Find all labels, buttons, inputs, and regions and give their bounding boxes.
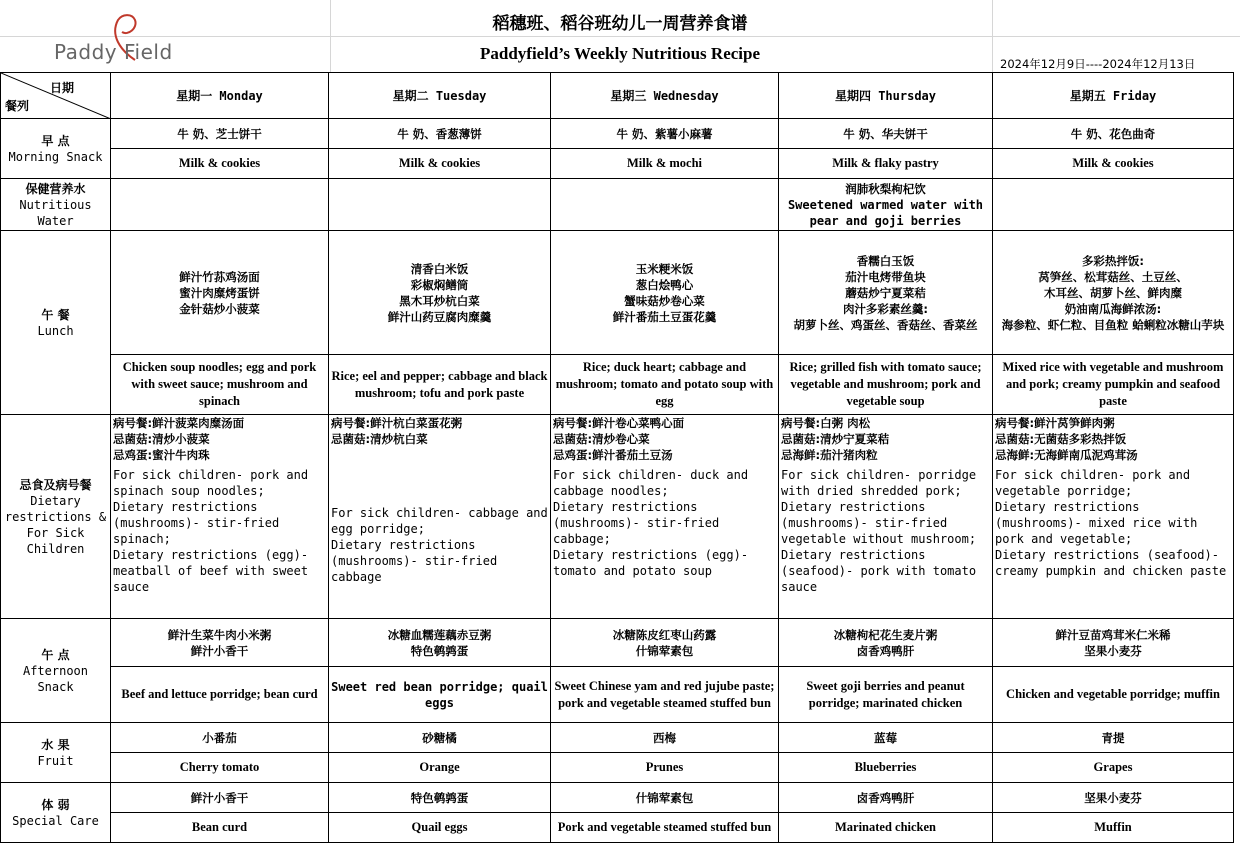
menu-cell: Milk & mochi <box>551 149 779 179</box>
corner-cell <box>1 73 111 119</box>
menu-cell: Chicken soup noodles; egg and pork with sweet sauce; mushroom and spinach <box>111 355 329 415</box>
afternoon-snack-row-cn <box>1 619 1234 667</box>
menu-cell: 病号餐:白粥 肉松 忌菌菇:清炒宁夏菜秸 忌海鲜:茄汁猪肉粒 For sick children- porridge with dried shredded pork; Dietary restrictions (mushrooms)- stir-fried vegetable without mushroom; Dietary restrictions (seafood)- pork with tomato sauce <box>779 415 993 619</box>
row-header-nutritious-water: 保健营养水 Nutritious Water <box>1 179 111 231</box>
fruit-row-en <box>1 753 1234 783</box>
menu-cell: 牛 奶、香葱薄饼 <box>329 119 551 149</box>
dietary-row <box>1 415 1234 619</box>
fruit-row-cn <box>1 723 1234 753</box>
menu-cell: Rice; grilled fish with tomato sauce; vegetable and mushroom; pork and vegetable soup <box>779 355 993 415</box>
logo-text: Paddy Field <box>54 40 173 64</box>
menu-cell: Orange <box>329 753 551 783</box>
menu-cell: Milk & cookies <box>111 149 329 179</box>
row-header-afternoon-snack: 午 点 Afternoon Snack <box>1 619 111 723</box>
row-header-morning-snack: 早 点 Morning Snack <box>1 119 111 179</box>
menu-cell: Sweet goji berries and peanut porridge; marinated chicken <box>779 667 993 723</box>
menu-cell: 冰糖枸杞花生麦片粥 卤香鸡鸭肝 <box>779 619 993 667</box>
menu-cell: 冰糖陈皮红枣山药露 什锦荤素包 <box>551 619 779 667</box>
menu-cell: Beef and lettuce porridge; bean curd <box>111 667 329 723</box>
menu-cell: Bean curd <box>111 813 329 843</box>
menu-cell: 青提 <box>993 723 1234 753</box>
menu-cell: Grapes <box>993 753 1234 783</box>
menu-cell-empty <box>111 179 329 231</box>
date-range: 2024年12月9日----2024年12月13日 <box>1000 57 1196 71</box>
menu-cell: 什锦荤素包 <box>551 783 779 813</box>
menu-cell: 病号餐:鲜汁莴笋鲜肉粥 忌菌菇:无菌菇多彩热拌饭 忌海鲜:无海鲜南瓜泥鸡茸汤 For sick children- pork and vegetable porridge; Dietary restrictions (mushrooms)- mixed rice with pork and vegetable; Dietary restrictions (seafood)- creamy pumpkin and chicken paste <box>993 415 1234 619</box>
menu-cell: 病号餐:鲜汁卷心菜鸭心面 忌菌菇:清炒卷心菜 忌鸡蛋:鲜汁番茄土豆汤 For sick children- duck and cabbage noodles; Dietary restrictions (mushrooms)- stir-fried cabbage; Dietary restrictions (egg)- tomato and potato soup <box>551 415 779 619</box>
menu-cell: Marinated chicken <box>779 813 993 843</box>
lunch-row-en <box>1 355 1234 415</box>
day-header: 星期四 Thursday <box>779 73 993 119</box>
row-header-fruit: 水 果 Fruit <box>1 723 111 783</box>
weekly-menu-table <box>0 72 1234 843</box>
menu-cell: 牛 奶、紫薯小麻薯 <box>551 119 779 149</box>
menu-cell: 西梅 <box>551 723 779 753</box>
menu-cell: 多彩热拌饭: 莴笋丝、松茸菇丝、土豆丝、 木耳丝、胡萝卜丝、鲜肉糜 奶油南瓜海鲜浓汤: 海参粒、虾仁粒、目鱼粒 蛤蜊粒冰糖山芋块 <box>993 231 1234 355</box>
menu-cell: 冰糖血糯莲藕赤豆粥 特色鹌鹑蛋 <box>329 619 551 667</box>
menu-cell: 坚果小麦芬 <box>993 783 1234 813</box>
day-header: 星期五 Friday <box>993 73 1234 119</box>
menu-cell: Sweet Chinese yam and red jujube paste; pork and vegetable steamed stuffed bun <box>551 667 779 723</box>
menu-cell: Pork and vegetable steamed stuffed bun <box>551 813 779 843</box>
menu-cell: Blueberries <box>779 753 993 783</box>
day-header: 星期一 Monday <box>111 73 329 119</box>
menu-cell: 小番茄 <box>111 723 329 753</box>
page-title-en: Paddyfield’s Weekly Nutritious Recipe <box>479 44 761 63</box>
special-care-row-cn <box>1 783 1234 813</box>
menu-cell: 鲜汁小香干 <box>111 783 329 813</box>
row-header-lunch: 午 餐 Lunch <box>1 231 111 415</box>
menu-cell: Rice; duck heart; cabbage and mushroom; tomato and potato soup with egg <box>551 355 779 415</box>
menu-cell: 润肺秋梨枸杞饮 Sweetened warmed water with pear and goji berries <box>779 179 993 231</box>
header <box>0 0 1240 72</box>
lunch-row-cn <box>1 231 1234 355</box>
menu-cell-empty <box>329 179 551 231</box>
menu-cell: 蓝莓 <box>779 723 993 753</box>
day-header-row <box>1 73 1234 119</box>
menu-cell: Cherry tomato <box>111 753 329 783</box>
menu-cell: 卤香鸡鸭肝 <box>779 783 993 813</box>
day-header: 星期二 Tuesday <box>329 73 551 119</box>
menu-cell: 鲜汁竹荪鸡汤面 蜜汁肉糜烤蛋饼 金针菇炒小菠菜 <box>111 231 329 355</box>
menu-cell: 病号餐:鲜汁菠菜肉糜汤面 忌菌菇:清炒小菠菜 忌鸡蛋:蜜汁牛肉珠 For sick children- pork and spinach soup noodles; Dietary restrictions (mushrooms)- stir-fried spinach; Dietary restrictions (egg)- meatball of beef with sweet sauce <box>111 415 329 619</box>
menu-cell: 香糯白玉饭 茄汁电烤带鱼块 蘑菇炒宁夏菜秸 肉汁多彩素丝羹: 胡萝卜丝、鸡蛋丝、香菇丝、香菜丝 <box>779 231 993 355</box>
menu-cell-empty <box>551 179 779 231</box>
paddy-field-logo <box>40 10 190 68</box>
menu-cell: 病号餐:鲜汁杭白菜蛋花粥 忌菌菇:清炒杭白菜 For sick children- cabbage and egg porridge; Dietary restrictions (mushrooms)- stir-fried cabbage <box>329 415 551 619</box>
afternoon-snack-row-en <box>1 667 1234 723</box>
menu-cell: Quail eggs <box>329 813 551 843</box>
menu-cell: 砂糖橘 <box>329 723 551 753</box>
nutritious-water-row <box>1 179 1234 231</box>
menu-cell: 鲜汁生菜牛肉小米粥 鲜汁小香干 <box>111 619 329 667</box>
menu-cell: Milk & cookies <box>329 149 551 179</box>
menu-cell: 玉米粳米饭 葱白烩鸭心 蟹味菇炒卷心菜 鲜汁番茄土豆蛋花羹 <box>551 231 779 355</box>
row-header-dietary: 忌食及病号餐 Dietary restrictions & For Sick Children <box>1 415 111 619</box>
menu-cell: 鲜汁豆苗鸡茸米仁米稀 坚果小麦芬 <box>993 619 1234 667</box>
day-header: 星期三 Wednesday <box>551 73 779 119</box>
menu-cell: Prunes <box>551 753 779 783</box>
corner-meal-label: 餐列 <box>5 99 30 113</box>
menu-cell: Milk & flaky pastry <box>779 149 993 179</box>
menu-cell: Chicken and vegetable porridge; muffin <box>993 667 1234 723</box>
morning-snack-row-cn <box>1 119 1234 149</box>
menu-cell: 清香白米饭 彩椒焖鳝筒 黑木耳炒杭白菜 鲜汁山药豆腐肉糜羹 <box>329 231 551 355</box>
page-title-cn: 稻穗班、稻谷班幼儿一周营养食谱 <box>492 14 748 34</box>
menu-cell: 牛 奶、花色曲奇 <box>993 119 1234 149</box>
special-care-row-en <box>1 813 1234 843</box>
row-header-special-care: 体 弱 Special Care <box>1 783 111 843</box>
menu-cell-empty <box>993 179 1234 231</box>
menu-cell: Mixed rice with vegetable and mushroom and pork; creamy pumpkin and seafood paste <box>993 355 1234 415</box>
menu-cell: 牛 奶、芝士饼干 <box>111 119 329 149</box>
menu-cell: Sweet red bean porridge; quail eggs <box>329 667 551 723</box>
menu-cell: Rice; eel and pepper; cabbage and black mushroom; tofu and pork paste <box>329 355 551 415</box>
menu-cell: Milk & cookies <box>993 149 1234 179</box>
menu-cell: 牛 奶、华夫饼干 <box>779 119 993 149</box>
morning-snack-row-en <box>1 149 1234 179</box>
menu-cell: Muffin <box>993 813 1234 843</box>
menu-cell: 特色鹌鹑蛋 <box>329 783 551 813</box>
corner-date-label: 日期 <box>49 81 74 95</box>
